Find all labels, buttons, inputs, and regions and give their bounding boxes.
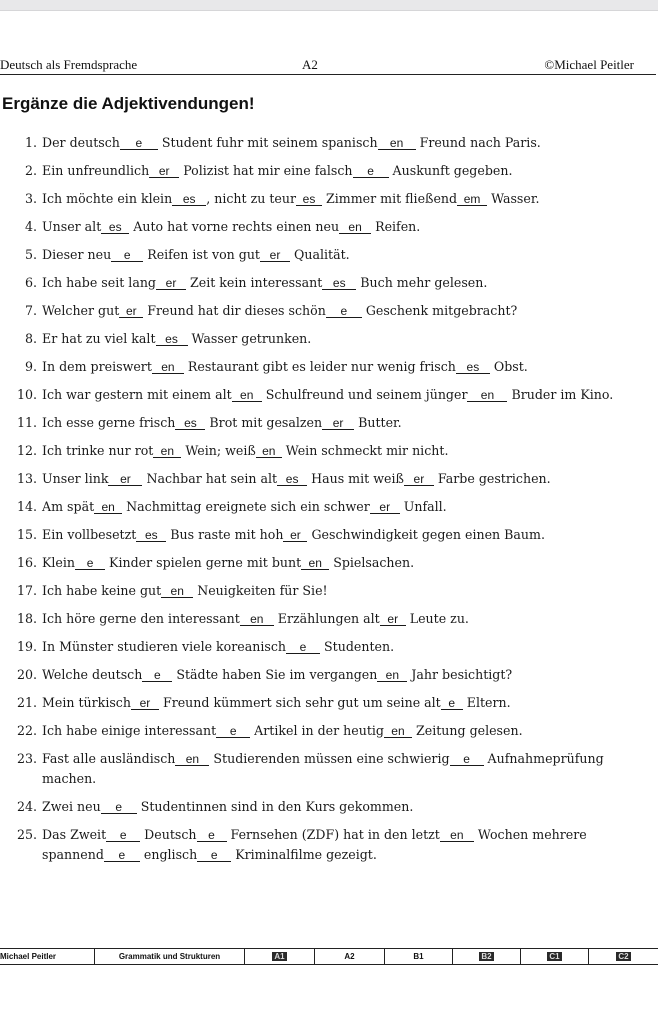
exercise-number: 19. (16, 639, 37, 654)
answer-blank[interactable]: e (353, 165, 389, 178)
sentence-text: Deutsch (140, 827, 197, 842)
exercise-item (0, 301, 658, 321)
exercise-item (0, 273, 658, 293)
answer-blank[interactable]: er (260, 249, 290, 262)
sentence-text: Polizist hat mir eine falsch (179, 163, 353, 178)
answer-blank[interactable]: en (240, 613, 274, 626)
exercise-number: 1. (24, 135, 37, 150)
exercise-item (0, 749, 658, 789)
exercise-number: 12. (16, 443, 37, 458)
sentence-text: Restaurant gibt es leider nur wenig frisch (183, 359, 456, 374)
exercise-item (0, 497, 658, 517)
sentence-text: In dem preiswert (42, 359, 152, 374)
sentence-text: Fernsehen (ZDF) hat in den letzt (226, 827, 440, 842)
answer-blank[interactable]: e (286, 641, 320, 654)
exercise-number: 20. (16, 667, 37, 682)
sentence-text: Leute zu. (405, 611, 469, 626)
answer-blank[interactable]: es (136, 529, 166, 542)
exercise-number: 17. (16, 583, 37, 598)
sentence-text: Am spät (42, 499, 95, 514)
footer-level-b1: B1 (384, 949, 452, 964)
exercise-number: 23. (16, 751, 37, 766)
exercise-number: 25. (16, 827, 37, 842)
sentence-text: Städte haben Sie im vergangen (172, 667, 378, 682)
exercise-item (0, 357, 658, 377)
exercise-list (0, 133, 658, 865)
answer-blank[interactable]: e (216, 725, 250, 738)
exercise-item (0, 189, 658, 209)
answer-blank[interactable]: en (153, 445, 181, 458)
sentence-text: Aufnahmeprüfung machen. (42, 751, 604, 786)
sentence-text: Ich habe einige interessant (42, 723, 217, 738)
exercise-item (0, 825, 658, 865)
footer-level-c2: C2 (588, 949, 658, 964)
answer-blank[interactable]: er (108, 473, 142, 486)
answer-blank[interactable]: er (131, 697, 159, 710)
answer-blank[interactable]: en (152, 361, 184, 374)
exercise-number: 10. (16, 387, 37, 402)
answer-blank[interactable]: er (149, 165, 179, 178)
answer-blank[interactable]: es (322, 277, 356, 290)
answer-blank[interactable]: er (380, 613, 406, 626)
answer-blank[interactable]: en (384, 725, 412, 738)
answer-blank[interactable]: en (467, 389, 507, 402)
sentence-text: Reifen. (371, 219, 421, 234)
sentence-text: Haus mit weiß (307, 471, 404, 486)
exercise-item (0, 217, 658, 237)
sentence-text: Studierenden müssen eine schwierig (209, 751, 450, 766)
page-footer (0, 948, 658, 965)
answer-blank[interactable]: e (120, 137, 158, 150)
answer-blank[interactable]: e (101, 801, 137, 814)
answer-blank[interactable]: en (378, 137, 416, 150)
sentence-text: Ein vollbesetzt (42, 527, 137, 542)
answer-blank[interactable]: e (75, 557, 105, 570)
sentence-text: Das Zweit (42, 827, 107, 842)
sentence-text: Kinder spielen gerne mit bunt (105, 555, 302, 570)
sentence-text: Wasser getrunken. (187, 331, 312, 346)
sentence-text: Neuigkeiten für Sie! (193, 583, 328, 598)
exercise-number: 21. (16, 695, 37, 710)
answer-blank[interactable]: e (111, 249, 143, 262)
exercise-number: 3. (24, 191, 37, 206)
answer-blank[interactable]: es (175, 417, 205, 430)
exercise-number: 2. (24, 163, 37, 178)
sentence-text: Unser alt (42, 219, 102, 234)
sentence-text: Geschenk mitgebracht? (361, 303, 518, 318)
footer-author: Michael Peitler (0, 952, 57, 961)
exercise-item (0, 721, 658, 741)
sentence-text: Welcher gut (42, 303, 120, 318)
sentence-text: Zimmer mit fließend (321, 191, 458, 206)
sentence-text: Freund nach Paris. (415, 135, 541, 150)
footer-level-c1: C1 (520, 949, 588, 964)
answer-blank[interactable]: e (197, 829, 227, 842)
page-title: Ergänze die Adjektivendungen! (2, 94, 255, 113)
exercise-item (0, 525, 658, 545)
answer-blank[interactable]: en (440, 829, 474, 842)
sentence-text: Student fuhr mit seinem spanisch (157, 135, 378, 150)
answer-blank[interactable]: es (101, 221, 129, 234)
answer-blank[interactable]: e (197, 849, 231, 862)
sentence-text: Klein (42, 555, 76, 570)
answer-blank[interactable]: em (457, 193, 487, 206)
answer-blank[interactable]: e (450, 753, 484, 766)
sentence-text: Nachmittag ereignete sich ein schwer (122, 499, 370, 514)
exercise-number: 7. (24, 303, 37, 318)
sentence-text: In Münster studieren viele koreanisch (42, 639, 287, 654)
sentence-text: Fast alle ausländisch (42, 751, 176, 766)
answer-blank[interactable]: es (172, 193, 206, 206)
sentence-text: Ich habe seit lang (42, 275, 156, 290)
answer-blank[interactable]: er (283, 529, 307, 542)
answer-blank[interactable]: en (377, 669, 407, 682)
exercise-number: 13. (16, 471, 37, 486)
header-copyright: ©Michael Peitler (544, 57, 634, 72)
answer-blank[interactable]: er (370, 501, 400, 514)
exercise-item (0, 133, 658, 153)
footer-level-b2: B2 (452, 949, 520, 964)
page-header (0, 57, 658, 75)
exercise-number: 11. (16, 415, 37, 430)
exercise-number: 8. (24, 331, 37, 346)
sentence-text: Der deutsch (42, 135, 120, 150)
sentence-text: Auskunft gegeben. (388, 163, 513, 178)
exercise-number: 24. (16, 799, 37, 814)
answer-blank[interactable]: en (175, 753, 209, 766)
sentence-text: Wein; weiß (181, 443, 256, 458)
sentence-text: Zeit kein interessant (186, 275, 323, 290)
sentence-text: Er hat zu viel kalt (42, 331, 156, 346)
exercise-item (0, 329, 658, 349)
answer-blank[interactable]: e (142, 669, 172, 682)
exercise-item (0, 161, 658, 181)
sentence-text: Brot mit gesalzen (205, 415, 323, 430)
sentence-text: Ich war gestern mit einem alt (42, 387, 232, 402)
sentence-text: Bus raste mit hoh (166, 527, 284, 542)
exercise-number: 15. (16, 527, 37, 542)
sentence-text: Studenten. (320, 639, 395, 654)
footer-level-a1: A1 (244, 949, 314, 964)
sentence-text: Auto hat vorne rechts einen neu (129, 219, 340, 234)
sentence-text: , nicht zu teur (206, 191, 296, 206)
answer-blank[interactable]: e (104, 849, 140, 862)
header-left: Deutsch als Fremdsprache (0, 57, 138, 72)
answer-blank[interactable]: e (106, 829, 140, 842)
exercise-item (0, 637, 658, 657)
answer-blank[interactable]: er (322, 417, 354, 430)
top-bar (0, 0, 658, 11)
footer-subject: Grammatik und Strukturen (94, 949, 244, 964)
sentence-text: Wasser. (487, 191, 540, 206)
header-level: A2 (302, 57, 318, 72)
exercise-item (0, 553, 658, 573)
answer-blank[interactable]: en (339, 221, 371, 234)
sentence-text: Welche deutsch (42, 667, 143, 682)
answer-blank[interactable]: en (232, 389, 262, 402)
sentence-text: Zwei neu (42, 799, 101, 814)
answer-blank[interactable]: er (156, 277, 186, 290)
sentence-text: Farbe gestrichen. (433, 471, 551, 486)
sentence-text: Eltern. (462, 695, 511, 710)
exercise-item (0, 693, 658, 713)
exercise-item (0, 665, 658, 685)
sentence-text: Ich möchte ein klein (42, 191, 173, 206)
sentence-text: Ich esse gerne frisch (42, 415, 176, 430)
answer-blank[interactable]: en (94, 501, 122, 514)
answer-blank[interactable]: e (441, 697, 463, 710)
exercise-item (0, 245, 658, 265)
answer-blank[interactable]: en (256, 445, 282, 458)
sentence-text: Studentinnen sind in den Kurs gekommen. (136, 799, 414, 814)
exercise-item (0, 441, 658, 461)
exercise-item (0, 469, 658, 489)
answer-blank[interactable]: es (296, 193, 322, 206)
sentence-text: Bruder im Kino. (507, 387, 614, 402)
answer-blank[interactable]: e (326, 305, 362, 318)
sentence-text: Schulfreund und seinem jünger (261, 387, 468, 402)
header-rule (0, 74, 656, 75)
sentence-text: Unser link (42, 471, 109, 486)
sentence-text: Butter. (354, 415, 402, 430)
sentence-text: Freund hat dir dieses schön (143, 303, 326, 318)
answer-blank[interactable]: es (277, 473, 307, 486)
exercise-number: 16. (16, 555, 37, 570)
sentence-text: Wein schmeckt mir nicht. (281, 443, 449, 458)
answer-blank[interactable]: es (156, 333, 188, 346)
exercise-number: 14. (16, 499, 37, 514)
sentence-text: Zeitung gelesen. (411, 723, 523, 738)
exercise-number: 6. (24, 275, 37, 290)
answer-blank[interactable]: en (161, 585, 193, 598)
sentence-text: Ich trinke nur rot (42, 443, 154, 458)
exercise-number: 5. (24, 247, 37, 262)
sentence-text: Kriminalfilme gezeigt. (231, 847, 377, 862)
exercise-item (0, 385, 658, 405)
sentence-text: Erzählungen alt (273, 611, 380, 626)
exercise-item (0, 609, 658, 629)
footer-level-a2: A2 (314, 949, 384, 964)
sentence-text: Dieser neu (42, 247, 112, 262)
sentence-text: Geschwindigkeit gegen einen Baum. (307, 527, 545, 542)
answer-blank[interactable]: er (404, 473, 434, 486)
sentence-text: Ein unfreundlich (42, 163, 150, 178)
sentence-text: Reifen ist von gut (143, 247, 260, 262)
exercise-number: 4. (24, 219, 37, 234)
sentence-text: Ich habe keine gut (42, 583, 162, 598)
exercise-item (0, 581, 658, 601)
sentence-text: Obst. (489, 359, 528, 374)
exercise-item (0, 797, 658, 817)
sentence-text: Unfall. (399, 499, 447, 514)
sentence-text: Spielsachen. (329, 555, 415, 570)
exercise-number: 9. (24, 359, 37, 374)
sentence-text: Nachbar hat sein alt (142, 471, 278, 486)
exercise-item (0, 413, 658, 433)
exercise-number: 18. (16, 611, 37, 626)
sentence-text: Buch mehr gelesen. (356, 275, 488, 290)
sentence-text: englisch (139, 847, 198, 862)
sentence-text: Mein türkisch (42, 695, 131, 710)
sentence-text: Artikel in der heutig (250, 723, 384, 738)
sentence-text: Wochen mehrere spannend (42, 827, 587, 862)
sentence-text: Freund kümmert sich sehr gut um seine alt (158, 695, 441, 710)
sentence-text: Jahr besichtigt? (407, 667, 513, 682)
exercise-number: 22. (16, 723, 37, 738)
sentence-text: Qualität. (290, 247, 350, 262)
sentence-text: Ich höre gerne den interessant (42, 611, 240, 626)
answer-blank[interactable]: en (301, 557, 329, 570)
answer-blank[interactable]: er (119, 305, 143, 318)
answer-blank[interactable]: es (456, 361, 490, 374)
